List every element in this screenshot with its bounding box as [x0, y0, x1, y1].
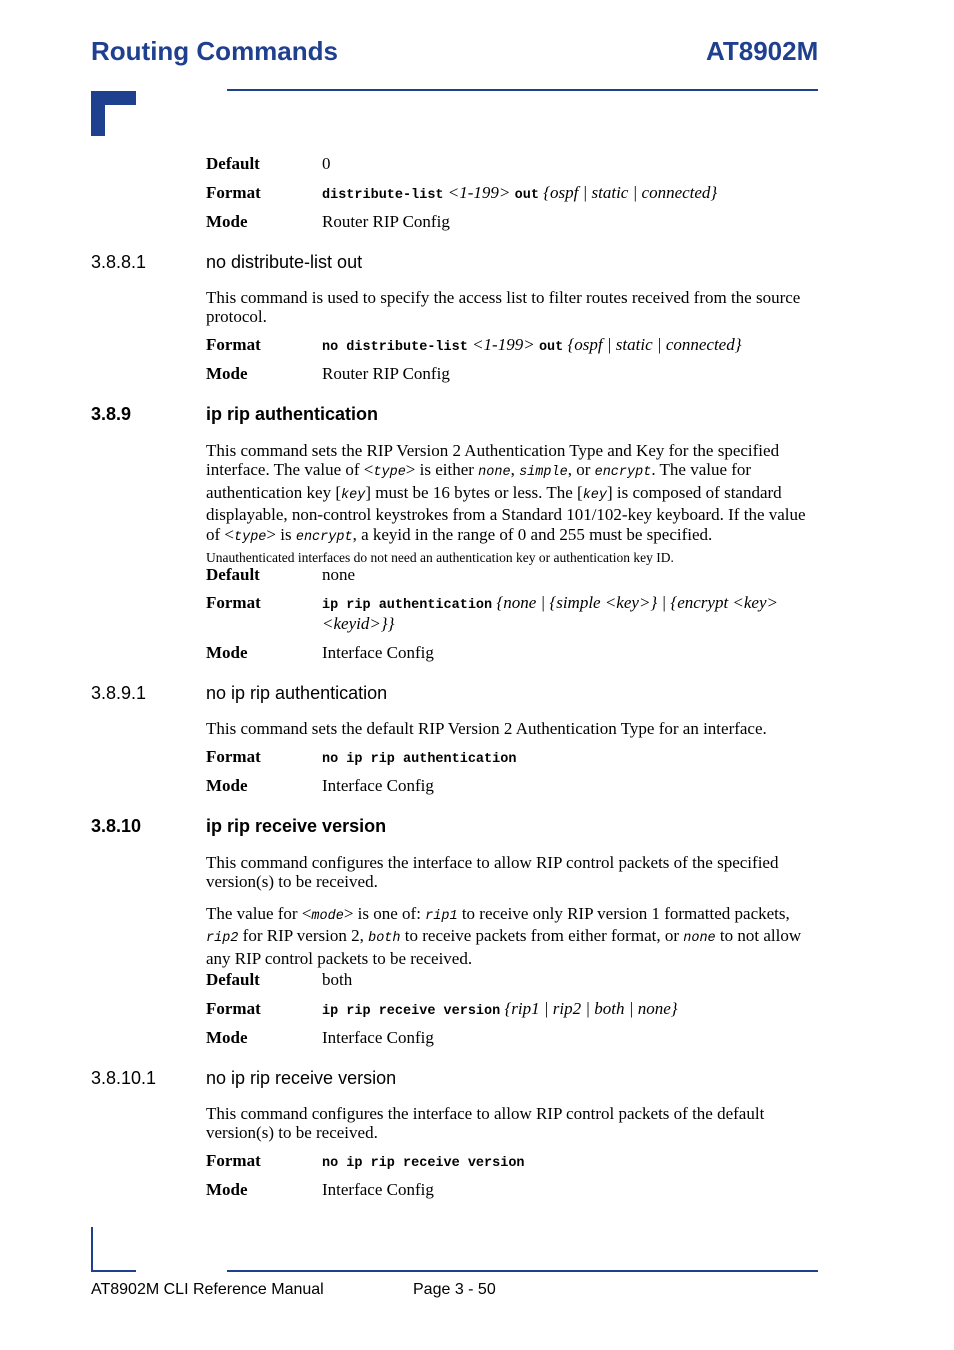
note-text: Unauthenticated interfaces do not need an authentication key or authentication key ID. — [206, 550, 674, 566]
section-description: This command configures the interface to allow RIP control packets of the specified version(s) to be received. — [206, 853, 779, 892]
format-arg-continued: <keyid>}} — [322, 614, 395, 633]
format-arg: <1-199> — [447, 183, 511, 202]
format-label: Format — [206, 335, 261, 354]
mode-label: Mode — [206, 1180, 248, 1199]
code-term: mode — [311, 909, 344, 924]
text-run: , a keyid in the range of 0 and 255 must be specified. — [352, 524, 713, 544]
text-run: , — [510, 460, 520, 480]
section-number: 3.8.9.1 — [91, 683, 147, 703]
format-arg: {rip1 | rip2 | both | none} — [504, 999, 678, 1018]
text-run: > is one of: — [343, 904, 426, 923]
mode-value: Interface Config — [322, 1180, 434, 1199]
corner-mark-bottom-h — [91, 1270, 136, 1272]
text-run: to receive only RIP version 1 formatted packets, — [457, 904, 790, 923]
corner-mark-top-h — [91, 91, 136, 105]
section-number: 3.8.8.1 — [91, 252, 147, 272]
code-term: both — [368, 931, 401, 947]
code-term: encrypt — [594, 465, 652, 481]
mode-label: Mode — [206, 212, 248, 231]
code-term: key — [582, 487, 607, 503]
header-rule — [227, 89, 818, 91]
format-label: Format — [206, 593, 261, 612]
section-number: 3.8.9 — [91, 404, 132, 424]
mode-label: Mode — [206, 364, 248, 383]
code-term: type — [234, 529, 267, 545]
code-term: encrypt — [295, 529, 353, 545]
corner-mark-bottom — [91, 1227, 93, 1272]
format-value — [322, 593, 778, 613]
mode-value: Interface Config — [322, 776, 434, 795]
mode-value: Router RIP Config — [322, 212, 450, 231]
section-title: no ip rip authentication — [206, 683, 388, 703]
section-description: This command sets the default RIP Version 2 Authentication Type for an interface. — [206, 719, 767, 738]
format-command: no distribute-list — [322, 340, 468, 355]
code-term: simple — [519, 465, 568, 481]
footer-rule — [227, 1270, 818, 1272]
text-run: to not allow any RIP control packets to be received. — [206, 926, 802, 968]
format-label: Format — [206, 999, 261, 1018]
mode-value: Interface Config — [322, 643, 434, 662]
section-description — [206, 441, 820, 567]
code-term: type — [373, 465, 406, 481]
mode-value: Router RIP Config — [322, 364, 450, 383]
format-label: Format — [206, 1151, 261, 1170]
code-term: none — [683, 931, 716, 947]
code-term: none — [478, 465, 511, 481]
format-command: no ip rip authentication — [322, 752, 517, 767]
code-term: key — [341, 487, 366, 503]
section-title: no distribute-list out — [206, 252, 363, 272]
mode-label: Mode — [206, 643, 248, 662]
text-run: . The value for authentication key [ — [206, 460, 752, 502]
section-number: 3.8.10 — [91, 816, 142, 836]
mode-label: Mode — [206, 776, 248, 795]
default-label: Default — [206, 565, 260, 584]
format-arg: <1-199> — [472, 335, 535, 354]
format-value — [322, 335, 742, 355]
text-run: ] must be 16 bytes or less. The [ — [365, 482, 583, 502]
section-paragraph — [206, 904, 820, 968]
text-run: ] is composed of standard displayable, non-control keystrokes from a Standard 101/102-key keyboard. If the value of < — [206, 482, 806, 544]
format-command: ip rip authentication — [322, 598, 493, 613]
format-arg: {ospf | static | connected} — [543, 183, 718, 202]
default-label: Default — [206, 970, 260, 989]
format-value — [322, 999, 678, 1019]
format-value — [322, 1151, 525, 1171]
section-number: 3.8.10.1 — [91, 1068, 157, 1088]
format-keyword: out — [538, 340, 564, 355]
format-command: ip rip receive version — [322, 1004, 501, 1019]
section-description: This command configures the interface to allow RIP control packets of the default version(s) to be received. — [206, 1104, 765, 1143]
format-arg: {none | {simple <key>} | {encrypt <key> — [496, 593, 778, 612]
text-run: > is either — [405, 460, 479, 480]
section-title: ip rip receive version — [206, 816, 387, 836]
format-label: Format — [206, 747, 261, 766]
format-command: distribute-list — [322, 188, 444, 203]
format-arg: {ospf | static | connected} — [567, 335, 742, 354]
code-term: rip1 — [425, 909, 458, 924]
format-value — [322, 747, 516, 767]
format-keyword: out — [514, 188, 539, 203]
header-product: AT8902M — [706, 36, 819, 66]
text-run: to receive packets from either format, or — [400, 926, 684, 946]
text-run: This command sets the RIP Version 2 Authentication Type and Key for the specified interface. The value of < — [206, 441, 780, 480]
mode-value: Interface Config — [322, 1028, 434, 1047]
format-label: Format — [206, 183, 261, 202]
code-term: rip2 — [206, 931, 239, 947]
section-description: This command is used to specify the access list to filter routes received from the source protocol. — [206, 288, 801, 327]
section-title: ip rip authentication — [206, 404, 379, 424]
section-title: no ip rip receive version — [206, 1068, 397, 1088]
footer-manual-title: AT8902M CLI Reference Manual — [91, 1281, 324, 1298]
default-value: none — [322, 565, 356, 584]
mode-label: Mode — [206, 1028, 248, 1047]
text-run: > is — [266, 524, 296, 544]
text-run: The value for < — [206, 904, 312, 923]
format-value — [322, 183, 717, 203]
default-value: 0 — [322, 154, 331, 173]
header-title: Routing Commands — [91, 36, 338, 66]
default-value: both — [322, 970, 353, 989]
format-command: no ip rip receive version — [322, 1156, 525, 1171]
text-run: for RIP version 2, — [238, 926, 369, 946]
footer-page-number: Page 3 - 50 — [413, 1281, 496, 1298]
text-run: , or — [567, 460, 595, 480]
default-label: Default — [206, 154, 260, 173]
